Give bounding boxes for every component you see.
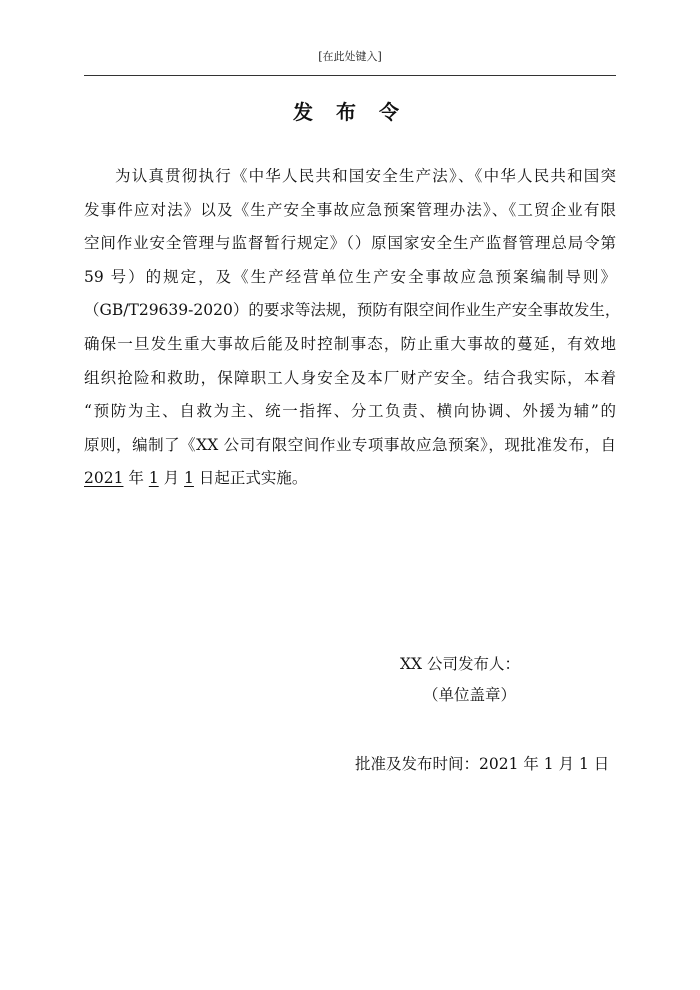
effective-month: 1 (148, 469, 159, 488)
body-paragraph-line: 确保一旦发生重大事故后能及时控制事态，防止重大事故的蔓延，有效地 (84, 334, 616, 353)
approval-date: 批准及发布时间：2021 年 1 月 1 日 (355, 755, 610, 773)
effective-day: 1 (184, 469, 194, 488)
year-unit: 年 (123, 469, 149, 488)
document-title: 发 布 令 (293, 100, 407, 124)
body-paragraph-line: 发事件应对法》以及《生产安全事故应急预案管理办法》、《工贸企业有限 (84, 200, 616, 219)
body-paragraph-line: 为认真贯彻执行《中华人民共和国安全生产法》、《中华人民共和国突 (115, 167, 616, 185)
body-paragraph-line: 59 号）的规定，及《生产经营单位生产安全事故应急预案编制导则》 (84, 267, 616, 286)
body-paragraph-line: 组织抢险和救助，保障职工人身安全及本厂财产安全。结合我实际，本着 (84, 368, 616, 387)
body-paragraph-line: （GB/T29639-2020）的要求等法规，预防有限空间作业生产安全事故发生， (84, 301, 621, 320)
body-paragraph-line: 原则，编制了《XX 公司有限空间作业专项事故应急预案》，现批准发布，自 (84, 435, 616, 454)
month-unit: 月 (158, 469, 185, 488)
seal-note: （单位盖章） (423, 686, 517, 704)
document-body (84, 160, 621, 496)
effective-year: 2021 (84, 469, 124, 488)
closing-text: 日起正式实施。 (193, 469, 308, 488)
header-divider (84, 75, 616, 76)
body-paragraph-line: “预防为主、自救为主、统一指挥、分工负责、横向协调、外援为辅”的 (84, 402, 616, 421)
issuer-label: XX 公司发布人： (400, 655, 520, 673)
header-placeholder-text[interactable]: [在此处键入] (318, 50, 382, 63)
effective-date-line (84, 462, 616, 496)
body-paragraph-line: 空间作业安全管理与监督暂行规定》（）原国家安全生产监督管理总局令第 (84, 234, 616, 253)
